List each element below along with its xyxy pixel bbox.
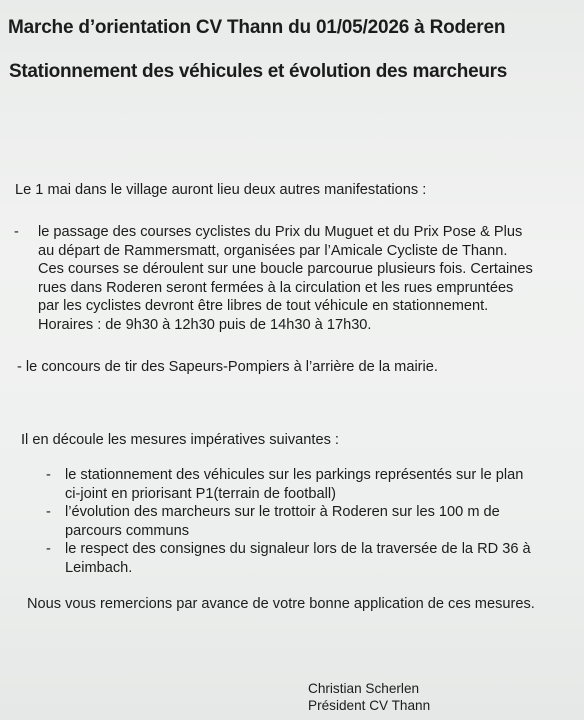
measure-item-text xyxy=(65,540,566,577)
event-item-text xyxy=(38,223,574,334)
document-subtitle: Stationnement des véhicules et évolution des marcheurs xyxy=(9,61,508,82)
event-item-cycling-races xyxy=(14,223,574,334)
text-line: au départ de Rammersmatt, organisées par l’Amicale Cycliste de Thann. xyxy=(38,242,508,259)
closing-paragraph: Nous vous remercions par avance de votre bonne application de ces mesures. xyxy=(27,596,535,612)
measure-item-text xyxy=(65,503,566,540)
list-bullet: - xyxy=(14,224,19,240)
list-bullet: - xyxy=(46,541,51,557)
text-line: parcours communs xyxy=(65,522,190,539)
measure-item-text xyxy=(65,466,566,503)
text-line: l’évolution des marcheurs sur le trottoir à Roderen sur les 100 m de xyxy=(65,504,500,520)
list-bullet: - xyxy=(46,504,51,520)
text-line: par les cyclistes devront être libres de tout véhicule en stationnement. xyxy=(38,298,489,314)
text-line: le passage des courses cyclistes du Prix du Muguet et du Prix Pose & Plus xyxy=(38,224,523,240)
intro-paragraph: Le 1 mai dans le village auront lieu deux autres manifestations : xyxy=(15,182,427,198)
text-line: Leimbach. xyxy=(65,559,133,576)
text-line: rues dans Roderen seront fermées à la circulation et les rues empruntées xyxy=(38,279,514,296)
measures-intro: Il en découle les mesures impératives suivantes : xyxy=(21,432,339,448)
signatory-role: Président CV Thann xyxy=(308,698,431,713)
measure-item-walkers xyxy=(46,503,566,540)
measures-list xyxy=(46,466,566,577)
text-line: Ces courses se déroulent sur une boucle parcourue plusieurs fois. Certaines xyxy=(38,261,533,277)
text-line: Horaires : de 9h30 à 12h30 puis de 14h30 à 17h30. xyxy=(38,316,372,333)
text-line: ci-joint en priorisant P1(terrain de football) xyxy=(65,485,336,502)
list-bullet: - xyxy=(46,467,51,483)
measure-item-parking xyxy=(46,466,566,503)
signatory-name: Christian Scherlen xyxy=(308,681,420,696)
text-line: le respect des consignes du signaleur lors de la traversée de la RD 36 à xyxy=(65,541,531,557)
signature-block xyxy=(308,680,430,714)
events-list xyxy=(14,223,574,334)
text-line: le stationnement des véhicules sur les parkings représentés sur le plan xyxy=(65,467,524,483)
measure-item-signaller xyxy=(46,540,566,577)
document-title: Marche d’orientation CV Thann du 01/05/2026 à Roderen xyxy=(8,17,506,38)
event-item-shooting-contest: - le concours de tir des Sapeurs-Pompiers à l’arrière de la mairie. xyxy=(17,359,438,375)
